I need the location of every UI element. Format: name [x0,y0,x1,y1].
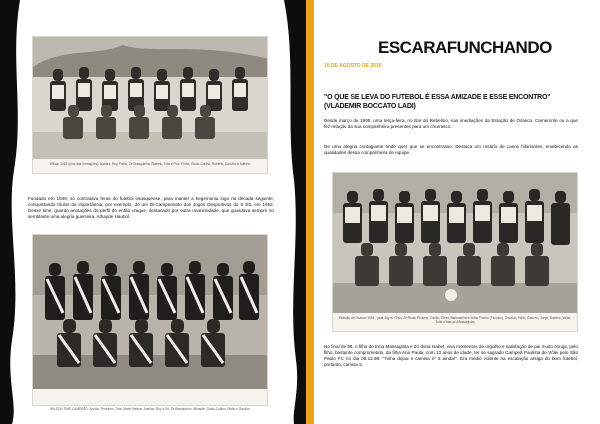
team-photo-1 [32,36,268,174]
issue-date: 10 DE AGOSTO DE 2016 [324,63,382,69]
right-paragraph-2: De uma alegria contagiante onde quer que se encontrasse. Destaca um rosário de casos hilariantes, enaltecendo as qualidades dessa companheira de equipe. [324,144,578,155]
team-photo-3 [332,172,578,332]
article-headline: "O QUE SE LEVA DO FUTEBOL É ESSA AMIZADE E ESSE ENCONTRO" (VLADEMIR BOCCATO LADI) [324,94,551,110]
team-photo-2 [32,234,268,406]
right-paragraph-1: Desde março de 1995, uma terça-feira, no Bar do Rebelino, nas imediações da Estação de Osasco. Cameronte ou a que fez relação da sua companheira presentes para um churrasco. [324,118,578,129]
center-gutter [282,0,322,424]
section-title: ESCARAFUNCHANDO [378,38,552,57]
photo-1-caption: Wilson 1952 (uma das formações): Alcides, Ruy, Fábio, Zé Brasquinho, Stabelo, Tota e Prof. Pinho, Guido Collino, Roberto, Gaúcho e Adelino [49,162,251,166]
left-body-text: Fundado em 1948, só contratava feras do futebol osasquense, para manter a hegemonia logo na década seguinte, conquistando títulos da importância, por exemplo, do um Bi-Campeonato dos Jogos Desportivos do S E6, em 1952. Desse time, guardo anotações do perfil do então craque, destacado por outra unanimidade, que guardava sempre no semblante uma alegria guerreira, Athayde Haubol. [28,196,274,219]
left-page [24,0,282,424]
right-paragraph-3: No final de 98, o filho do Irma Massagista e do dona Isabel, viva momentos de orgulho e satisfação de pai muito coruja, pelo filho, bastante comprometido, da filha Ana Paula, com 13 anos de idade, ter se sagrado Campeã Paulista de Vôlei pelo São Paulo FC no dia 05.12.98: "Tinha dopai e camisa nº 5 ainda!". Era médio volante na escalação antiga do bom futebol, portanto, camisa 5. [324,344,578,367]
left-wave-border [0,0,26,424]
photo-2-caption: WILSON TIME CAMPEÃO: Arcidio, Pedrinho, Tota, Mario Nelson, Adelino, Ruy e Zé, Zé Brasquinho, Athayde, Guido Collino, Máfio e Gaúcho [50,407,250,411]
photo-3-caption: Seleção de Osasco 1955 - pela Jogos: Chiki, Zé Ruda, Ricardo, Carlão, Chan, Barbosinha e Velho Trocho (Técnico), Osvaldo, Hélio, Gaúcho, Jorge, Nacimo, Valter, Túlio e Marçal (Massagista) [338,316,572,324]
right-page [318,0,600,424]
